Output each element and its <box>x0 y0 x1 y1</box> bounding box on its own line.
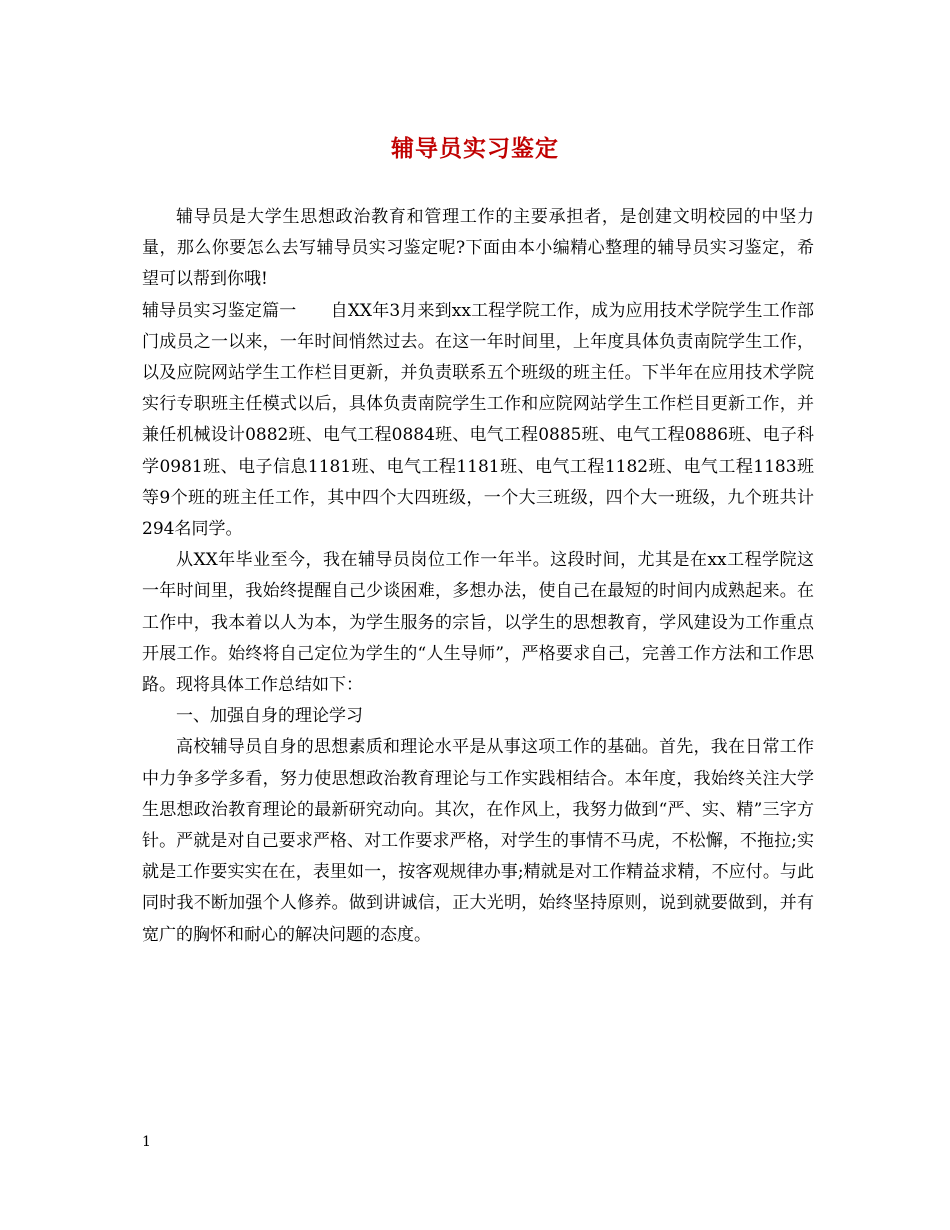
paragraph-work-summary: 从XX年毕业至今，我在辅导员岗位工作一年半。这段时间，尤其是在xx工程学院这一年时间里，我始终提醒自己少谈困难，多想办法，使自己在最短的时间内成熟起来。在工作中，我本着以人为本，为学生服务的宗旨，以学生的思想教育，学风建设为工作重点开展工作。始终将自己定位为学生的“人生导师”，严格要求自己，完善工作方法和工作思路。现将具体工作总结如下： <box>142 550 814 696</box>
document-title: 辅导员实习鉴定 <box>391 135 559 162</box>
page-number: 1 <box>142 1134 151 1150</box>
paragraph-section-one: 辅导员实习鉴定篇一 自XX年3月来到xx工程学院工作，成为应用技术学院学生工作部门成员之一以来，一年时间悄然过去。在这一年时间里，上年度具体负责南院学生工作，以及应院网站学生工作栏目更新，并负责联系五个班级的班主任。下半年在应用技术学院实行专职班主任模式以后，具体负责南院学生工作和应院网站学生工作栏目更新工作，并兼任机械设计0882班、电气工程0884班、电气工程0885班、电气工程0886班、电子科学0981班、电子信息1181班、电气工程1181班、电气工程1182班、电气工程1183班等9个班的班主任工作，其中四个大四班级，一个大三班级，四个大一班级，九个班共计294名同学。 <box>142 300 814 540</box>
paragraph-intro: 辅导员是大学生思想政治教育和管理工作的主要承担者，是创建文明校园的中坚力量，那么你要怎么去写辅导员实习鉴定呢?下面由本小编精心整理的辅导员实习鉴定，希望可以帮到你哦! <box>142 207 814 290</box>
heading-theory-study: 一、加强自身的理论学习 <box>176 706 363 727</box>
document-body <box>142 202 814 951</box>
paragraph-theory-study: 高校辅导员自身的思想素质和理论水平是从事这项工作的基础。首先，我在日常工作中力争多学多看，努力使思想政治教育理论与工作实践相结合。本年度，我始终关注大学生思想政治教育理论的最新研究动向。其次，在作风上，我努力做到“严、实、精”三字方针。严就是对自己要求严格、对工作要求严格，对学生的事情不马虎，不松懈，不拖拉;实就是工作要实实在在，表里如一，按客观规律办事;精就是对工作精益求精，不应付。与此同时我不断加强个人修养。做到讲诚信，正大光明，始终坚持原则，说到就要做到，并有宽广的胸怀和耐心的解决问题的态度。 <box>142 737 814 945</box>
